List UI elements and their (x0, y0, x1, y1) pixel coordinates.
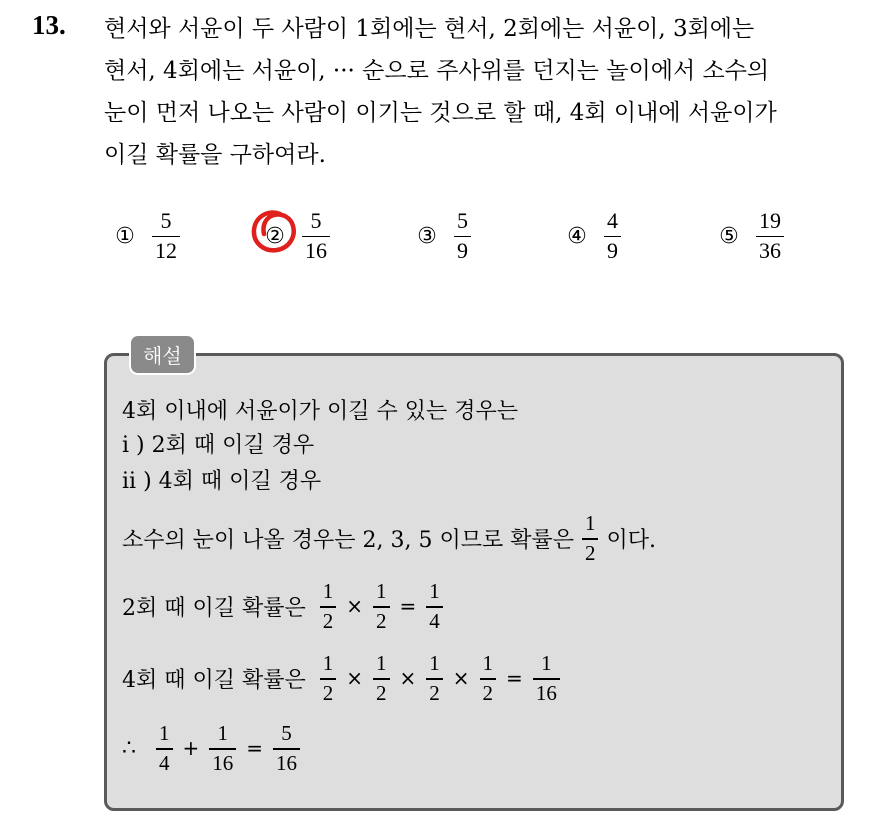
solution-line (122, 394, 518, 425)
times-sign: × (346, 666, 364, 691)
fraction: $\frac{1}{2}$ (373, 652, 390, 705)
solution-line (122, 464, 321, 495)
choice-1[interactable] (108, 196, 180, 276)
solution-text: 2회 때 이길 확률은 (122, 595, 306, 621)
solution-line (122, 652, 564, 705)
denominator: 12 (155, 238, 177, 264)
fraction: $\frac{1}{4}$ (156, 722, 173, 775)
solution-line (122, 512, 656, 565)
question-line: 현서와 서윤이 두 사람이 1회에는 현서, 2회에는 서윤이, 3회에는 (104, 16, 755, 42)
fraction: $\frac{1}{2}$ (373, 580, 390, 633)
numerator: 4 (607, 207, 618, 233)
solution-text: 이다. (606, 527, 656, 553)
plus-sign: + (182, 736, 200, 761)
fraction: $\frac{1}{2}$ (582, 512, 599, 565)
choice-4[interactable] (560, 196, 621, 276)
times-sign: × (452, 666, 470, 691)
fraction: $\frac{1}{4}$ (426, 580, 443, 633)
solution-text: 4회 이내에 서윤이가 이길 수 있는 경우는 (122, 399, 518, 424)
numerator: 5 (457, 207, 468, 233)
therefore-sign: ∴ (122, 735, 136, 761)
choice-number: ④ (567, 223, 587, 249)
choice-number: ⑤ (719, 223, 739, 249)
solution-tag: 해설 (129, 334, 196, 375)
question-text (104, 8, 864, 176)
fraction: $\frac{1}{2}$ (320, 652, 337, 705)
fraction: $\frac{1}{2}$ (480, 652, 497, 705)
choice-fraction (454, 209, 471, 264)
answer-choices (0, 196, 884, 276)
answer-circle-mark (250, 207, 298, 255)
solution-line (122, 580, 447, 633)
question-line: 눈이 먼저 나오는 사람이 이기는 것으로 할 때, 4회 이내에 서윤이가 (104, 100, 777, 126)
fraction-bar (152, 236, 180, 238)
choice-fraction (756, 209, 784, 264)
fraction-bar (302, 236, 330, 238)
question-line: 이길 확률을 구하여라. (104, 142, 326, 168)
fraction: $\frac{1}{2}$ (320, 580, 337, 633)
denominator: 36 (759, 238, 781, 264)
denominator: 9 (607, 238, 618, 264)
choice-number: ② (265, 223, 285, 249)
question-number: 13. (32, 10, 66, 40)
fraction: $\frac{1}{16}$ (533, 652, 560, 705)
numerator: 5 (310, 207, 322, 233)
fraction-bar (454, 236, 471, 238)
solution-text: 4회 때 이길 확률은 (122, 667, 306, 693)
times-sign: × (346, 594, 364, 619)
question-line: 현서, 4회에는 서윤이, ··· 순으로 주사위를 던지는 놀이에서 소수의 (104, 58, 770, 84)
solution-text: i ) 2회 때 이길 경우 (122, 433, 315, 458)
solution-text: 소수의 눈이 나올 경우는 2, 3, 5 이므로 확률은 (122, 527, 574, 553)
fraction-bar (756, 236, 784, 238)
choice-fraction (604, 209, 621, 264)
numerator: 19 (759, 207, 781, 233)
times-sign: × (399, 666, 417, 691)
equals-sign: = (246, 736, 264, 761)
choice-fraction (302, 209, 330, 264)
choice-3[interactable] (410, 196, 471, 276)
fraction: $\frac{5}{16}$ (273, 722, 300, 775)
choice-fraction (152, 209, 180, 264)
solution-line (122, 428, 314, 459)
equals-sign: = (399, 594, 417, 619)
choice-5[interactable] (712, 196, 784, 276)
solution-line (122, 722, 304, 775)
solution-text: ii ) 4회 때 이길 경우 (122, 469, 322, 494)
equals-sign: = (506, 666, 523, 691)
denominator: 9 (457, 238, 468, 264)
denominator: 16 (305, 238, 327, 264)
fraction: $\frac{1}{2}$ (426, 652, 443, 705)
choice-number: ③ (417, 223, 437, 249)
numerator: 5 (160, 207, 172, 233)
choice-number: ① (115, 223, 135, 249)
fraction: $\frac{1}{16}$ (209, 722, 236, 775)
fraction-bar (604, 236, 621, 238)
